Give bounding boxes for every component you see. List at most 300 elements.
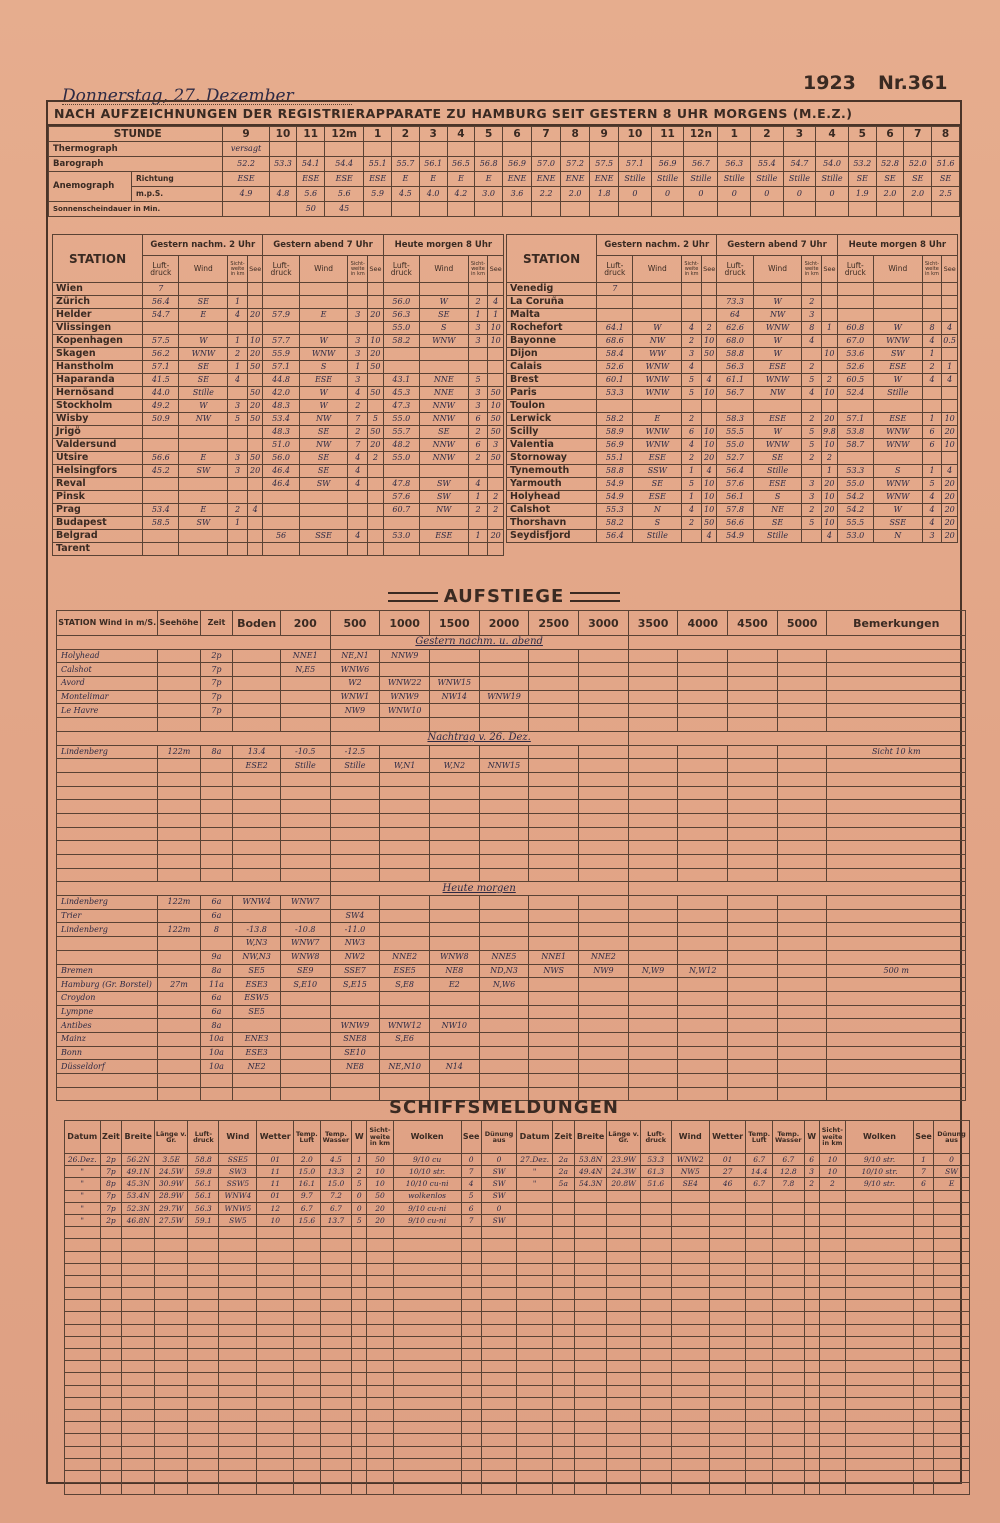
schiffs-cell bbox=[461, 1446, 481, 1458]
schiffs-cell: SSW5 bbox=[219, 1178, 257, 1190]
schiffs-cell bbox=[640, 1288, 671, 1300]
schiffs-cell bbox=[819, 1275, 845, 1287]
thermograph-cell bbox=[718, 142, 751, 157]
aufstiege-cell bbox=[628, 1060, 678, 1074]
station-value: 20 bbox=[368, 309, 384, 322]
station-value bbox=[942, 400, 958, 413]
aufstiege-cell: ENE3 bbox=[233, 1032, 281, 1046]
schiffs-cell bbox=[257, 1385, 294, 1397]
station-value bbox=[348, 504, 368, 517]
station-value: 57.6 bbox=[717, 478, 753, 491]
aufstiege-cell bbox=[280, 718, 330, 732]
aufstiege-cell bbox=[233, 786, 281, 800]
schiffs-cell bbox=[574, 1422, 607, 1434]
aufstiege-cell bbox=[678, 690, 728, 704]
schiffs-cell bbox=[257, 1483, 294, 1495]
station-value: 55.5 bbox=[837, 517, 873, 530]
schiffs-cell bbox=[709, 1300, 746, 1312]
aufstiege-cell bbox=[233, 663, 281, 677]
schiffs-cell bbox=[517, 1434, 553, 1446]
aufstiege-cell bbox=[678, 855, 728, 869]
aufstiege-cell bbox=[529, 1019, 579, 1033]
station-value bbox=[922, 387, 942, 400]
station-value bbox=[263, 296, 299, 309]
station-name: Hernösand bbox=[53, 387, 143, 400]
schiffs-cell bbox=[913, 1483, 933, 1495]
station-value: Stille bbox=[873, 387, 922, 400]
schiffs-cell: 3.5E bbox=[155, 1154, 188, 1166]
aufstiege-cell bbox=[429, 800, 479, 814]
station-value: 6 bbox=[922, 426, 942, 439]
aufstiege-cell bbox=[678, 896, 728, 910]
station-value: S bbox=[633, 517, 682, 530]
station-value: 50 bbox=[488, 413, 504, 426]
schiffs-cell bbox=[461, 1336, 481, 1348]
station-value: SSE bbox=[299, 530, 348, 543]
schiffs-cell bbox=[257, 1434, 294, 1446]
aufstiege-cell bbox=[429, 663, 479, 677]
aufstiege-cell bbox=[678, 868, 728, 882]
schiffs-cell: 53.4N bbox=[122, 1190, 155, 1202]
station-value: 2 bbox=[682, 517, 702, 530]
wind-header: Wind bbox=[753, 256, 802, 283]
schiffs-cell bbox=[188, 1397, 219, 1409]
richtung-cell: E bbox=[447, 172, 475, 187]
aufstiege-station: Montelimar bbox=[57, 690, 158, 704]
luftdruck-header: Luft-druck bbox=[263, 256, 299, 283]
schiffs-cell bbox=[155, 1397, 188, 1409]
aufstiege-cell bbox=[529, 718, 579, 732]
aufstiege-cell bbox=[777, 800, 827, 814]
station-value bbox=[488, 465, 504, 478]
station-value bbox=[922, 296, 942, 309]
barograph-cell: 52.8 bbox=[876, 157, 904, 172]
richtung-cell: Stille bbox=[684, 172, 718, 187]
schiffs-cell bbox=[100, 1422, 122, 1434]
aufstiege-cell bbox=[579, 1005, 629, 1019]
schiffs-cell bbox=[607, 1470, 640, 1482]
aufstiege-cell bbox=[827, 855, 966, 869]
schiffs-cell bbox=[607, 1446, 640, 1458]
schiffs-cell bbox=[294, 1349, 320, 1361]
thermograph-cell bbox=[447, 142, 475, 157]
schiffs-cell bbox=[367, 1227, 393, 1239]
schiffs-cell: 52.3N bbox=[122, 1202, 155, 1214]
station-value bbox=[873, 400, 922, 413]
station-value: 3 bbox=[228, 452, 248, 465]
schiffs-cell bbox=[772, 1434, 804, 1446]
schiffs-cell: 6 bbox=[804, 1154, 819, 1166]
schiffs-cell bbox=[846, 1385, 914, 1397]
schiffs-cell bbox=[772, 1227, 804, 1239]
station-value: W bbox=[179, 400, 228, 413]
schiffs-cell bbox=[393, 1397, 461, 1409]
station-value: 4 bbox=[802, 387, 822, 400]
station-name: La Coruña bbox=[507, 296, 597, 309]
aufstiege-cell bbox=[280, 677, 330, 691]
schiffs-cell bbox=[804, 1434, 819, 1446]
aufstiege-cell bbox=[728, 786, 778, 800]
station-value: 5 bbox=[682, 387, 702, 400]
aufstiege-cell bbox=[777, 772, 827, 786]
schiffs-cell bbox=[746, 1434, 772, 1446]
richtung-cell: Stille bbox=[718, 172, 751, 187]
station-value: 5 bbox=[468, 374, 488, 387]
station-value: 10 bbox=[822, 517, 838, 530]
aufstiege-cell bbox=[380, 772, 430, 786]
hour-cell: 3 bbox=[783, 127, 816, 142]
station-value: 5 bbox=[682, 478, 702, 491]
schiffs-cell bbox=[188, 1458, 219, 1470]
station-value: WNW bbox=[633, 439, 682, 452]
schiffs-cell bbox=[913, 1227, 933, 1239]
schiffs-cell bbox=[481, 1275, 517, 1287]
sonnenschein-cell bbox=[419, 202, 447, 217]
schiffs-cell bbox=[772, 1385, 804, 1397]
aufstiege-cell bbox=[728, 909, 778, 923]
station-row bbox=[53, 322, 504, 335]
schiffs-cell bbox=[552, 1422, 574, 1434]
schiffs-cell bbox=[772, 1251, 804, 1263]
schiffs-cell bbox=[481, 1312, 517, 1324]
station-value: WNW bbox=[753, 322, 802, 335]
schiffs-cell: " bbox=[65, 1190, 101, 1202]
schiffs-cell bbox=[772, 1324, 804, 1336]
schiffs-cell bbox=[574, 1483, 607, 1495]
schiffs-cell bbox=[934, 1202, 970, 1214]
schiffs-cell bbox=[846, 1409, 914, 1421]
aufstiege-cell bbox=[628, 1005, 678, 1019]
mps-cell: 4.9 bbox=[223, 187, 269, 202]
station-value: 54.2 bbox=[837, 504, 873, 517]
schiffs-cell bbox=[607, 1251, 640, 1263]
schiffs-cell bbox=[294, 1483, 320, 1495]
schiffs-col-header: Breite bbox=[122, 1121, 155, 1154]
schiffs-cell bbox=[461, 1409, 481, 1421]
schiffs-cell bbox=[640, 1324, 671, 1336]
station-row bbox=[507, 322, 958, 335]
schiffs-cell bbox=[709, 1336, 746, 1348]
schiffs-cell: 49.4N bbox=[574, 1166, 607, 1178]
aufstiege-cell bbox=[57, 772, 158, 786]
station-value: 58.2 bbox=[597, 413, 633, 426]
aufstiege-cell bbox=[529, 649, 579, 663]
schiffs-cell bbox=[846, 1214, 914, 1226]
aufstiege-cell: WNW8 bbox=[429, 950, 479, 964]
mps-cell: 5.6 bbox=[325, 187, 364, 202]
station-value bbox=[247, 543, 263, 556]
schiffs-cell bbox=[155, 1239, 188, 1251]
aufstiege-cell bbox=[579, 1032, 629, 1046]
schiffs-cell bbox=[772, 1275, 804, 1287]
schiffs-row bbox=[65, 1373, 970, 1385]
report-year: 1923 bbox=[803, 72, 856, 94]
schiffs-cell bbox=[122, 1312, 155, 1324]
station-value bbox=[701, 361, 717, 374]
schiffs-cell bbox=[367, 1409, 393, 1421]
aufstiege-station: Trier bbox=[57, 909, 158, 923]
schiffs-cell bbox=[393, 1300, 461, 1312]
aufstiege-cell bbox=[158, 677, 200, 691]
aufstiege-cell bbox=[529, 855, 579, 869]
aufstiege-cell bbox=[330, 786, 380, 800]
schiffs-cell: 10 bbox=[367, 1166, 393, 1178]
station-value: SW bbox=[419, 478, 468, 491]
aufstiege-cell bbox=[479, 855, 529, 869]
station-value bbox=[299, 517, 348, 530]
schiffs-cell: 7 bbox=[461, 1214, 481, 1226]
barograph-cell: 56.9 bbox=[503, 157, 532, 172]
schiffs-row bbox=[65, 1336, 970, 1348]
hour-cell: 5 bbox=[848, 127, 876, 142]
aufstiege-cell: WNW19 bbox=[479, 690, 529, 704]
aufstiege-cell: SSE7 bbox=[330, 964, 380, 978]
station-value: 10 bbox=[822, 491, 838, 504]
schiffs-cell bbox=[607, 1288, 640, 1300]
station-value: W bbox=[633, 322, 682, 335]
schiffs-cell: 23.9W bbox=[607, 1154, 640, 1166]
schiffs-cell bbox=[481, 1483, 517, 1495]
station-value: 5 bbox=[682, 374, 702, 387]
mps-cell: 0 bbox=[651, 187, 684, 202]
station-value: SE bbox=[179, 361, 228, 374]
aufstiege-cell bbox=[280, 1046, 330, 1060]
schiffs-cell bbox=[934, 1470, 970, 1482]
schiffs-cell bbox=[574, 1409, 607, 1421]
station-value: 1 bbox=[942, 361, 958, 374]
aufstiege-cell: W,N2 bbox=[429, 759, 479, 773]
schiffs-cell bbox=[100, 1300, 122, 1312]
schiffs-col-header: Temp. Luft bbox=[294, 1121, 320, 1154]
aufstiege-cell: SE5 bbox=[233, 964, 281, 978]
aufstiege-cell bbox=[280, 1074, 330, 1088]
mps-cell: 0 bbox=[619, 187, 652, 202]
station-name: Jrigö bbox=[53, 426, 143, 439]
schiffsmeldungen-table bbox=[64, 1120, 970, 1495]
schiffs-cell bbox=[65, 1349, 101, 1361]
station-value bbox=[597, 309, 633, 322]
schiffs-cell: 15.0 bbox=[294, 1166, 320, 1178]
schiffs-cell bbox=[709, 1214, 746, 1226]
aufstiege-cell bbox=[529, 663, 579, 677]
schiffs-cell bbox=[481, 1434, 517, 1446]
station-value bbox=[179, 439, 228, 452]
aufstiege-cell bbox=[579, 991, 629, 1005]
aufstiege-cell bbox=[529, 745, 579, 759]
schiffs-cell bbox=[574, 1202, 607, 1214]
aufstiege-cell bbox=[233, 800, 281, 814]
schiffs-cell bbox=[100, 1312, 122, 1324]
hour-cell: 12m bbox=[325, 127, 364, 142]
schiffs-cell bbox=[100, 1446, 122, 1458]
station-value: Stille bbox=[633, 530, 682, 543]
schiffs-cell bbox=[913, 1446, 933, 1458]
aufstiege-cell bbox=[429, 704, 479, 718]
schiffs-cell bbox=[574, 1373, 607, 1385]
barograph-cell: 55.7 bbox=[392, 157, 420, 172]
schiffs-cell bbox=[461, 1300, 481, 1312]
see-header: See bbox=[701, 256, 717, 283]
sonnenschein-cell bbox=[223, 202, 269, 217]
aufstiege-cell bbox=[777, 718, 827, 732]
station-row bbox=[507, 296, 958, 309]
station-value bbox=[143, 478, 179, 491]
aufstiege-cell: 7p bbox=[200, 690, 233, 704]
schiffs-cell bbox=[746, 1263, 772, 1275]
aufstiege-cell bbox=[678, 772, 728, 786]
station-value: 2 bbox=[682, 413, 702, 426]
aufstiege-cell: NNE2 bbox=[380, 950, 430, 964]
aufstiege-cell bbox=[330, 827, 380, 841]
schiffs-cell bbox=[607, 1275, 640, 1287]
schiffs-cell bbox=[517, 1422, 553, 1434]
schiffs-cell bbox=[461, 1324, 481, 1336]
schiffs-cell bbox=[640, 1349, 671, 1361]
schiffs-cell bbox=[65, 1227, 101, 1239]
aufstiege-cell: NNW9 bbox=[380, 649, 430, 663]
schiffs-cell bbox=[122, 1263, 155, 1275]
station-value: 57.1 bbox=[263, 361, 299, 374]
sonnenschein-cell bbox=[561, 202, 590, 217]
schiffs-cell bbox=[481, 1288, 517, 1300]
mps-cell: 5.9 bbox=[364, 187, 392, 202]
aufstiege-cell bbox=[579, 759, 629, 773]
schiffs-cell bbox=[65, 1324, 101, 1336]
schiffs-cell bbox=[846, 1312, 914, 1324]
schiffs-cell bbox=[746, 1202, 772, 1214]
schiffs-cell bbox=[671, 1458, 709, 1470]
station-row bbox=[53, 309, 504, 322]
schiffs-cell bbox=[122, 1251, 155, 1263]
schiffs-cell bbox=[352, 1458, 367, 1470]
schiffs-cell bbox=[481, 1409, 517, 1421]
schiffs-cell bbox=[671, 1288, 709, 1300]
schiffs-cell bbox=[640, 1300, 671, 1312]
aufstiege-cell bbox=[479, 772, 529, 786]
station-value bbox=[922, 452, 942, 465]
aufstiege-cell bbox=[678, 1046, 728, 1060]
station-value: 58.2 bbox=[383, 335, 419, 348]
station-value bbox=[802, 348, 822, 361]
schiffs-cell bbox=[804, 1373, 819, 1385]
hour-cell: 2 bbox=[392, 127, 420, 142]
station-value: W bbox=[753, 296, 802, 309]
schiffs-cell bbox=[294, 1263, 320, 1275]
station-value: 20 bbox=[942, 530, 958, 543]
schiffs-col-header: Dünung aus bbox=[481, 1121, 517, 1154]
schiffs-cell: 7 bbox=[461, 1166, 481, 1178]
schiffs-cell bbox=[846, 1300, 914, 1312]
schiffs-cell bbox=[393, 1349, 461, 1361]
schiffs-cell bbox=[461, 1263, 481, 1275]
schiffs-row bbox=[65, 1397, 970, 1409]
station-value: W bbox=[753, 426, 802, 439]
schiffs-cell: 20.8W bbox=[607, 1178, 640, 1190]
station-value bbox=[228, 439, 248, 452]
aufstiege-cell bbox=[200, 786, 233, 800]
aufstiege-cell bbox=[777, 855, 827, 869]
sonnenschein-cell: 50 bbox=[297, 202, 325, 217]
aufstiege-station: Holyhead bbox=[57, 649, 158, 663]
aufstiege-cell bbox=[529, 1046, 579, 1060]
schiffs-cell bbox=[393, 1373, 461, 1385]
station-value: 3 bbox=[348, 348, 368, 361]
station-value: 56.6 bbox=[717, 517, 753, 530]
station-value: WNW bbox=[633, 374, 682, 387]
schiffs-cell bbox=[552, 1458, 574, 1470]
aufstiege-cell bbox=[728, 964, 778, 978]
aufstiege-cell bbox=[200, 1074, 233, 1088]
schiffs-cell bbox=[257, 1361, 294, 1373]
station-value: W bbox=[753, 348, 802, 361]
schiffs-cell bbox=[320, 1446, 352, 1458]
schiffs-cell: 27 bbox=[709, 1166, 746, 1178]
schiffs-cell: 27.5W bbox=[155, 1214, 188, 1226]
thermograph-cell bbox=[848, 142, 876, 157]
schiffs-cell bbox=[257, 1458, 294, 1470]
barograph-cell: 52.2 bbox=[223, 157, 269, 172]
aufstiege-cell bbox=[380, 1074, 430, 1088]
station-name: Vlissingen bbox=[53, 322, 143, 335]
station-value: 20 bbox=[822, 478, 838, 491]
schiffs-cell: 4 bbox=[461, 1178, 481, 1190]
schiffs-cell: 51.6 bbox=[640, 1178, 671, 1190]
ornament-right-icon bbox=[570, 592, 620, 602]
aufstiege-cell bbox=[827, 649, 966, 663]
station-row bbox=[507, 400, 958, 413]
station-value: 4 bbox=[701, 530, 717, 543]
aufstiege-row bbox=[57, 690, 966, 704]
station-value bbox=[143, 530, 179, 543]
schiffs-cell bbox=[517, 1263, 553, 1275]
station-value: 10 bbox=[488, 400, 504, 413]
aufstiege-station: Avord bbox=[57, 677, 158, 691]
station-value: 55.0 bbox=[717, 439, 753, 452]
aufstiege-cell bbox=[529, 704, 579, 718]
schiffs-cell: 2a bbox=[552, 1166, 574, 1178]
aufstiege-cell bbox=[628, 772, 678, 786]
schiffs-cell bbox=[746, 1385, 772, 1397]
schiffs-cell bbox=[709, 1190, 746, 1202]
station-value bbox=[822, 335, 838, 348]
schiffs-cell bbox=[640, 1190, 671, 1202]
station-value: 62.6 bbox=[717, 322, 753, 335]
schiffs-cell bbox=[219, 1385, 257, 1397]
aufstiege-cell: 10a bbox=[200, 1060, 233, 1074]
schiffs-cell bbox=[352, 1349, 367, 1361]
schiffs-cell bbox=[640, 1202, 671, 1214]
schiffs-cell bbox=[65, 1385, 101, 1397]
schiffs-cell bbox=[552, 1470, 574, 1482]
schiffs-cell: 0 bbox=[481, 1154, 517, 1166]
schiffs-cell bbox=[640, 1312, 671, 1324]
station-value: 2 bbox=[802, 452, 822, 465]
schiffs-cell bbox=[574, 1458, 607, 1470]
schiffs-cell: 0 bbox=[352, 1202, 367, 1214]
station-name: Valentia bbox=[507, 439, 597, 452]
schiffs-cell bbox=[257, 1239, 294, 1251]
schiffs-cell: 58.8 bbox=[188, 1154, 219, 1166]
station-value: 3 bbox=[802, 491, 822, 504]
aufstiege-cell bbox=[678, 704, 728, 718]
schiffs-cell bbox=[607, 1409, 640, 1421]
station-value bbox=[228, 543, 248, 556]
schiffs-cell bbox=[804, 1349, 819, 1361]
schiffs-cell bbox=[746, 1214, 772, 1226]
schiffs-cell bbox=[746, 1227, 772, 1239]
station-value bbox=[633, 283, 682, 296]
aufstiege-cell bbox=[827, 704, 966, 718]
